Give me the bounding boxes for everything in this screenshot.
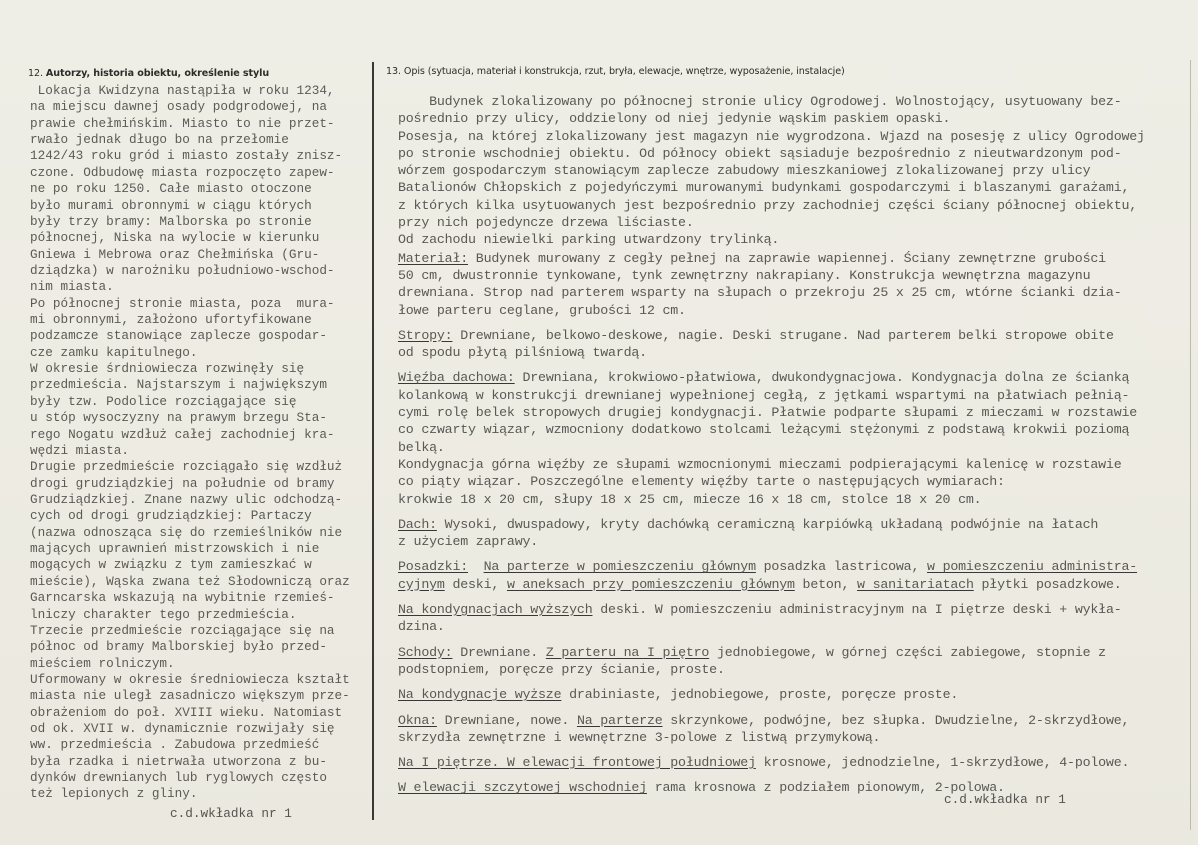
- underlined-label: Na I piętrze. W elewacji frontowej południowej: [398, 755, 756, 771]
- text-line: [398, 93, 1145, 110]
- text-line: Grudziądzkiej. Znane nazwy ulic odchodzą-: [30, 491, 343, 507]
- text-line: [398, 387, 1145, 404]
- text-segment: po stronie wschodniej obiektu. Od północy obiekt sąsiaduje bezpośrednio z nieutwardzonym pod-: [398, 145, 1122, 161]
- text-line: północ od bramy Malborskiej było przed-: [30, 639, 327, 655]
- text-line: Drugie przedmieście rozciągało się wzdłuż: [30, 459, 343, 475]
- text-line: Uformowany w okresie średniowiecza kształt: [30, 671, 350, 687]
- text-line: [398, 533, 1145, 550]
- paragraph: [398, 644, 1145, 679]
- text-line: dynków drewnianych lub ryglowych często: [30, 770, 327, 786]
- text-line: [398, 456, 1145, 473]
- text-line: [398, 661, 1145, 678]
- text-segment: krokwie 18 x 20 cm, słupy 18 x 25 cm, miecze 16 x 18 cm, stolce 18 x 20 cm.: [398, 491, 982, 507]
- text-segment: Kondygnacja górna więźby ze słupami wzmocnionymi mieczami podpierającymi kalenicę w rozstawie: [398, 456, 1122, 472]
- text-line: [398, 128, 1145, 145]
- text-line: [398, 754, 1145, 771]
- underlined-label: Na parterze: [576, 712, 663, 728]
- text-line: [398, 344, 1145, 361]
- section-12-heading: Autorzy, historia obiektu, określenie stylu: [45, 68, 270, 79]
- underlined-label: Z parteru na I piętro: [545, 644, 710, 660]
- text-segment: co czwarty wiązar, wzmocniony dodatkowo stolcami leżącymi stężonymi z podstawą krokwii poziomą: [398, 422, 1130, 438]
- text-segment: skrzydła zewnętrzne i wewnętrzne 3-polowe z listwą przymykową.: [398, 729, 881, 745]
- text-line: wędzi miasta.: [30, 442, 129, 458]
- text-line: mieściem rolniczym.: [30, 655, 175, 671]
- text-line: obrażeniom do poł. XVIII wieku. Natomiast: [30, 704, 343, 720]
- section-13-number: 13.: [386, 66, 401, 77]
- paragraph: [398, 754, 1145, 771]
- text-line: mieście), Wąska zwana też Słodowniczą oraz: [30, 573, 350, 589]
- text-segment: Od zachodu niewielki parking utwardzony trylinką.: [398, 232, 780, 248]
- text-line: ww. przedmieścia . Zabudowa przedmieść: [30, 737, 320, 753]
- paragraph: [398, 712, 1145, 747]
- underlined-label: W elewacji szczytowej wschodniej: [398, 780, 647, 796]
- text-segment: z użyciem zaprawy.: [398, 534, 539, 550]
- text-segment: deski. W pomieszczeniu administracyjnym na I piętrze deski + wykła-: [592, 602, 1122, 618]
- text-line: u stóp wysoczyzny na prawym brzegu Sta-: [30, 410, 327, 426]
- section-13-heading: Opis (sytuacja, materiał i konstrukcja, rzut, bryła, elewacje, wnętrze, wyposażenie, instalacje): [403, 66, 845, 77]
- text-line: [398, 267, 1145, 284]
- text-segment: przy nich pojedyncze drzewa liściaste.: [398, 215, 694, 231]
- history-text: [30, 83, 350, 803]
- underlined-label: Okna:: [398, 712, 437, 728]
- text-line: nim miasta.: [30, 279, 114, 295]
- text-line: [398, 250, 1145, 267]
- text-segment: drewniana. Strop nad parterem wsparty na słupach o przekroju 25 x 25 cm, wtórne ścianki dzia-: [398, 285, 1122, 301]
- text-line: na miejscu dawnej osady podgrodowej, na: [30, 99, 327, 115]
- text-line: [398, 327, 1145, 344]
- text-line: [398, 369, 1145, 386]
- text-line: [398, 576, 1145, 593]
- text-line: [398, 110, 1145, 127]
- text-line: było murami obronnymi w ciągu których: [30, 197, 312, 213]
- paragraph: [398, 686, 1145, 703]
- underlined-label: w pomieszczeniu administra-: [927, 559, 1138, 575]
- section-13-header: [386, 66, 845, 77]
- underlined-label: Na kondygnacjach wyższych: [398, 602, 593, 618]
- text-segment: Budynek zlokalizowany po północnej stronie ulicy Ogrodowej. Wolnostojący, usytuowany bez-: [398, 94, 1122, 109]
- text-line: [398, 558, 1145, 575]
- text-line: też lepionych z gliny.: [30, 786, 198, 802]
- text-line: [398, 302, 1145, 319]
- text-line: [398, 601, 1145, 618]
- underlined-label: Stropy:: [398, 327, 453, 343]
- page-edge-line: [1190, 60, 1191, 830]
- text-segment: płytki posadzkowe.: [973, 576, 1122, 592]
- left-continuation-note: c.d.wkładka nr 1: [170, 806, 292, 821]
- paragraph: [398, 516, 1145, 551]
- underlined-label: w sanitariatach: [857, 576, 974, 592]
- paragraph: [398, 93, 1145, 249]
- text-line: mi obronnymi, założono ufortyfikowane: [30, 312, 312, 328]
- text-line: czone. Odbudowę miasta rozpoczęto zapew-: [30, 164, 335, 180]
- text-line: Lokacja Kwidzyna nastąpiła w roku 1234,: [30, 83, 335, 98]
- text-segment: Batalionów Chłopskich z pojedyńczymi murowanymi budynkami gospodarczymi i blaszanymi garażami,: [398, 180, 1130, 196]
- text-segment: kolankową w konstrukcji drewnianej wypełnionej cegłą, z jętkami wspartymi na płatwiach pełnią-: [398, 387, 1130, 403]
- underlined-label: cyjnym: [398, 576, 445, 592]
- description-text: [398, 93, 1145, 805]
- text-line: cych od drogi grudziądzkiej: Partaczy: [30, 508, 312, 524]
- text-line: [398, 231, 1145, 248]
- text-line: [398, 729, 1145, 746]
- text-line: były tzw. Podolice rozciągające się: [30, 393, 297, 409]
- text-segment: skrzynkowe, podwójne, bez słupka. Dwudzielne, 2-skrzydłowe,: [662, 712, 1130, 728]
- text-line: [398, 686, 1145, 703]
- text-line: północnej, Niska na wylocie w kierunku: [30, 230, 320, 246]
- text-segment: łowe parteru ceglane, grubości 12 cm.: [398, 302, 686, 318]
- paragraph: [398, 558, 1145, 593]
- text-segment: posadzka lastricowa,: [755, 559, 928, 575]
- text-segment: jednobiegowe, w górnej części zabiegowe, stopnie z: [709, 644, 1106, 660]
- paragraph: [398, 369, 1145, 507]
- text-segment: belką.: [398, 439, 445, 455]
- text-line: Trzecie przedmieście rozciągające się na: [30, 622, 335, 638]
- underlined-label: Więźba dachowa:: [398, 370, 515, 386]
- text-segment: drabiniaste, jednobiegowe, proste, poręcze proste.: [561, 687, 959, 703]
- text-segment: Drewniane, nowe.: [436, 712, 577, 728]
- text-line: prawie chełmińskim. Miasto to nie przet-: [30, 115, 335, 131]
- text-line: [398, 179, 1145, 196]
- text-line: ne po roku 1250. Całe miasto otoczone: [30, 181, 312, 197]
- text-line: drogi grudziądzkiej na południe od bramy: [30, 475, 335, 491]
- text-segment: Wysoki, dwuspadowy, kryty dachówką ceramiczną karpiówką układaną podwójnie na łatach: [436, 516, 1099, 532]
- underlined-label: Schody:: [398, 644, 453, 660]
- text-segment: beton,: [794, 576, 858, 592]
- text-line: [398, 618, 1145, 635]
- text-line: mających uprawnień mistrzowskich i nie: [30, 541, 320, 557]
- text-segment: Drewniane, belkowo-deskowe, nagie. Deski strugane. Nad parterem belki stropowe obite: [452, 327, 1114, 343]
- text-segment: od spodu płytą pilśniową twardą.: [398, 345, 647, 361]
- section-12-number: 12.: [28, 68, 43, 79]
- text-line: [398, 404, 1145, 421]
- text-segment: Drewniana, krokwiowo-płatwiowa, dwukondygnacjowa. Kondygnacja dolna ze ścianką: [514, 370, 1130, 386]
- underlined-label: Posadzki:: [398, 559, 469, 575]
- text-line: [398, 162, 1145, 179]
- right-continuation-note: c.d.wkładka nr 1: [944, 792, 1066, 807]
- text-line: [398, 491, 1145, 508]
- text-line: W okresie śrdniowiecza rozwinęły się: [30, 361, 305, 377]
- text-line: [398, 284, 1145, 301]
- text-line: [398, 712, 1145, 729]
- paragraph: [398, 601, 1145, 636]
- text-segment: podstopniem, poręcze przy ścianie, proste.: [398, 661, 725, 677]
- text-segment: co piąty wiązar. Poszczególne elementy więźby tarte o następujących wymiarach:: [398, 474, 1005, 490]
- text-line: miasta nie uległ zasadniczo większym prze-: [30, 688, 350, 704]
- text-segment: dzina.: [398, 619, 445, 635]
- underlined-label: Materiał:: [398, 250, 469, 266]
- text-line: rego Nogatu wzdłuż całej zachodniej kra-: [30, 426, 335, 442]
- text-line: [398, 516, 1145, 533]
- text-line: była rzadka i nietrwała utworzona z bu-: [30, 753, 327, 769]
- text-segment: Posesja, na której zlokalizowany jest magazyn nie wygrodzona. Wjazd na posesję z ulicy Ogrodowej: [398, 128, 1145, 144]
- text-line: [398, 214, 1145, 231]
- underlined-label: Na kondygnacje wyższe: [398, 687, 562, 703]
- text-line: lniczy charakter tego przedmieścia.: [30, 606, 297, 622]
- paragraph: [398, 327, 1145, 362]
- text-line: (nazwa odnosząca się do rzemieślników nie: [30, 524, 343, 540]
- text-line: mogących w związku z tym zamieszkać w: [30, 557, 312, 573]
- underlined-label: w aneksach przy pomieszczeniu głównym: [506, 576, 795, 592]
- text-line: były trzy bramy: Malborska po stronie: [30, 213, 312, 229]
- text-line: [398, 473, 1145, 490]
- text-segment: wórzem gospodarczym stanowiącym zaplecze zabudowy mieszkaniowej zlokalizowanej przy ulicy: [398, 163, 1091, 179]
- text-line: [398, 644, 1145, 661]
- text-line: dziądzka) w narożniku południowo-wschod-: [30, 262, 335, 278]
- text-line: rwało jednak długo bo na przełomie: [30, 132, 289, 148]
- text-line: 1242/43 roku gród i miasto zostały znisz-: [30, 148, 343, 164]
- text-line: Garncarska wskazują na wybitnie rzemieś-: [30, 590, 335, 606]
- text-line: przedmieścia. Najstarszym i największym: [30, 377, 327, 393]
- text-segment: z których kilka usytuowanych jest bezpośrednio przy zachodniej części ściany północnej obiektu,: [398, 197, 1138, 213]
- text-line: Gniewa i Mebrowa oraz Chełmińska (Gru-: [30, 246, 320, 262]
- text-line: cze zamku kapitulnego.: [30, 344, 198, 360]
- underlined-label: Dach:: [398, 516, 437, 532]
- underlined-label: Na parterze w pomieszczeniu głównym: [483, 559, 756, 575]
- text-line: Po północnej stronie miasta, poza mura-: [30, 295, 335, 311]
- text-line: [398, 421, 1145, 438]
- text-line: podzamcze stanowiące zaplecze gospodar-: [30, 328, 327, 344]
- text-line: [398, 197, 1145, 214]
- text-segment: deski,: [444, 576, 507, 592]
- section-12-header: [28, 68, 269, 79]
- text-line: [398, 439, 1145, 456]
- text-segment: 50 cm, dwustronnie tynkowane, tynk zewnętrzny nakrapiany. Konstrukcja wewnętrzna magazynu: [398, 267, 1091, 283]
- text-segment: krosnowe, jednodzielne, 1-skrzydłowe, 4-polowe.: [755, 755, 1130, 771]
- text-line: [398, 145, 1145, 162]
- text-segment: [468, 559, 484, 574]
- text-segment: Drewniane.: [452, 644, 546, 660]
- text-line: od ok. XVII w. dynamicznie rozwijały się: [30, 721, 335, 737]
- text-segment: cymi rolę belek stropowych drugiej kondygnacji. Płatwie podparte słupami z mieczami w rozstawie: [398, 405, 1138, 421]
- paragraph: [398, 250, 1145, 319]
- text-segment: pośrednio przy ulicy, oddzielony od niej jedynie wąskim paskiem opaski.: [398, 111, 951, 127]
- text-segment: rama krosnowa z podziałem pionowym, 2-polowa.: [646, 780, 1005, 796]
- column-divider: [372, 62, 374, 820]
- text-segment: Budynek murowany z cegły pełnej na zaprawie wapiennej. Ściany zewnętrzne grubości: [468, 250, 1106, 266]
